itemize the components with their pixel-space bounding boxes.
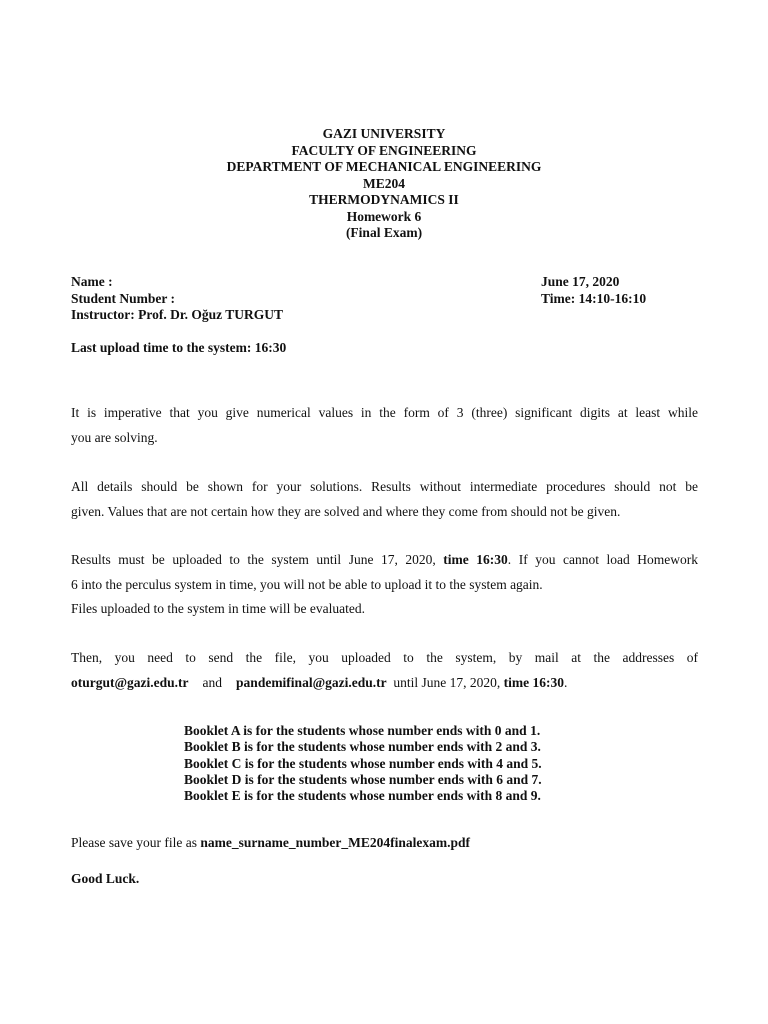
email-submission-paragraph xyxy=(71,646,698,695)
until-text: until June 17, 2020, xyxy=(393,674,501,690)
upload-deadline-paragraph xyxy=(71,548,698,622)
deadline-text: Results must be uploaded to the system until June 17, 2020, xyxy=(71,552,436,567)
student-number-label: Student Number : xyxy=(71,290,176,306)
booklet-item: Booklet A is for the students whose number ends with 0 and 1. xyxy=(184,723,541,738)
paragraph-line xyxy=(71,675,567,690)
booklet-item: Booklet C is for the students whose number ends with 4 and 5. xyxy=(184,755,542,771)
closing-text: Good Luck. xyxy=(71,871,140,886)
faculty-name: FACULTY OF ENGINEERING xyxy=(291,142,477,158)
paragraph-line: Files uploaded to the system in time will be evaluated. xyxy=(71,601,365,616)
paragraph-line: 6 into the perculus system in time, you will not be able to upload it to the system again. xyxy=(71,576,543,592)
paragraph-line: Then, you need to send the file, you uploaded to the system, by mail at the addresses of xyxy=(71,650,698,665)
booklet-item: Booklet D is for the students whose number ends with 6 and 7. xyxy=(184,771,542,787)
final-email-link[interactable]: pandemifinal@gazi.edu.tr xyxy=(236,674,387,690)
paragraph-line: All details should be shown for your solutions. Results without intermediate procedures should not be xyxy=(71,479,698,494)
paragraph-line: you are solving. xyxy=(71,429,158,445)
homework-number: Homework 6 xyxy=(346,208,422,224)
booklet-item: Booklet E is for the students whose number ends with 8 and 9. xyxy=(184,788,541,804)
paragraph-line: It is imperative that you give numerical values in the form of 3 (three) significant digits at least while xyxy=(71,405,698,420)
instructor-name: Instructor: Prof. Dr. Oğuz TURGUT xyxy=(71,307,283,322)
exam-date: June 17, 2020 xyxy=(541,274,620,289)
student-info-block xyxy=(71,274,671,324)
email-deadline-time: time 16:30 xyxy=(503,674,564,690)
deadline-text-cont: . If you cannot load Homework xyxy=(507,552,699,567)
save-instruction xyxy=(71,835,470,851)
paragraph-line: given. Values that are not certain how they are solved and where they come from should not be given. xyxy=(71,503,621,519)
booklet-item: Booklet B is for the students whose number ends with 2 and 3. xyxy=(184,739,541,755)
period: . xyxy=(563,674,568,690)
paragraph-line xyxy=(71,548,698,573)
and-text: and xyxy=(202,674,223,690)
significant-digits-paragraph xyxy=(71,401,698,450)
exam-type: (Final Exam) xyxy=(345,225,423,240)
details-paragraph xyxy=(71,475,698,524)
document-header xyxy=(0,126,768,242)
course-name: THERMODYNAMICS II xyxy=(309,192,459,207)
deadline-time: time 16:30 xyxy=(443,552,508,567)
instructor-email-link[interactable]: oturgut@gazi.edu.tr xyxy=(71,674,189,690)
exam-time: Time: 14:10-16:10 xyxy=(541,290,647,306)
department-name: DEPARTMENT OF MECHANICAL ENGINEERING xyxy=(226,159,542,174)
name-label: Name : xyxy=(71,274,113,289)
file-name-format: name_surname_number_ME204finalexam.pdf xyxy=(200,835,470,850)
last-upload-time: Last upload time to the system: 16:30 xyxy=(71,340,287,355)
save-prefix: Please save your file as xyxy=(71,835,197,850)
booklet-list xyxy=(184,723,542,804)
university-name: GAZI UNIVERSITY xyxy=(322,126,446,141)
course-code: ME204 xyxy=(363,175,405,191)
